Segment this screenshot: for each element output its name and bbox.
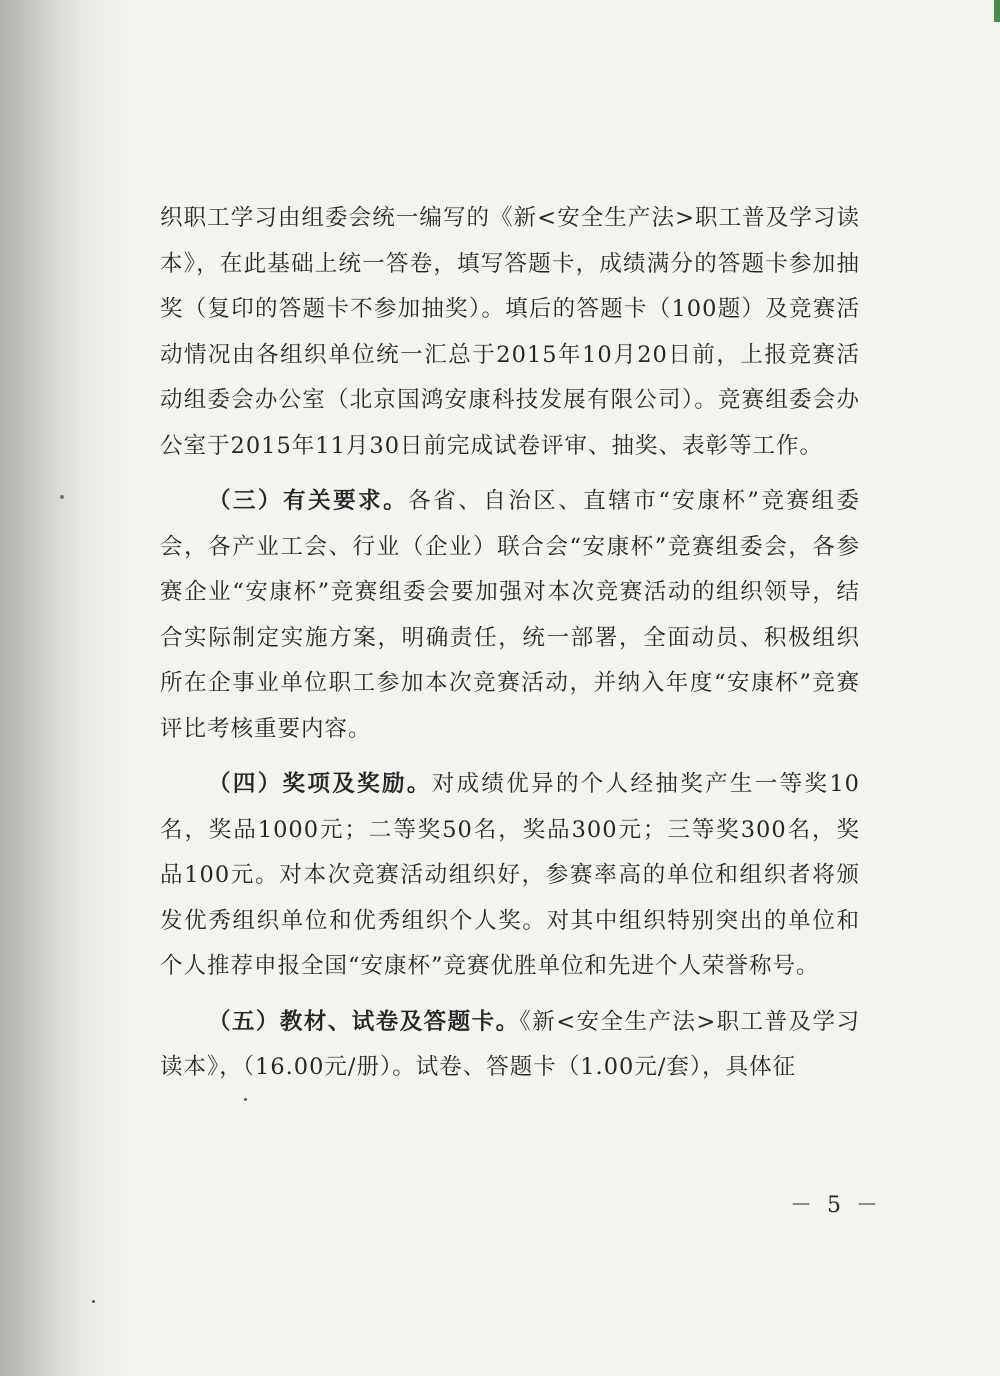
- section-body-materials: 《新<安全生产法>职工普及学习读本》，（16.00元/册）。试卷、答题卡（1.00元/套），具体征: [160, 1008, 860, 1080]
- section-heading-awards: （四）奖项及奖励。: [208, 771, 432, 797]
- paragraph-requirements: [160, 479, 860, 752]
- scan-speck: [92, 1300, 95, 1303]
- scan-speck: [244, 1098, 247, 1101]
- scan-edge-shadow: [0, 0, 150, 1376]
- section-heading-requirements: （三）有关要求。: [208, 488, 409, 514]
- section-heading-materials: （五）教材、试卷及答题卡。: [208, 1008, 520, 1035]
- paragraph-materials: [160, 1000, 860, 1091]
- paragraph-awards: [160, 762, 860, 990]
- page-number: － 5 －: [790, 1193, 882, 1218]
- paragraph-continuation: 织职工学习由组委会统一编写的《新<安全生产法>职工普及学习读本》，在此基础上统一答卷，填写答题卡，成绩满分的答题卡参加抽奖（复印的答题卡不参加抽奖）。填后的答题卡（100题）及竞赛活动情况由各组织单位统一汇总于2015年10月20日前，上报竞赛活动组委会办公室（北京国鸿安康科技发展有限公司）。竞赛组委会办公室于2015年11月30日前完成试卷评审、抽奖、表彰等工作。: [160, 205, 860, 459]
- section-body-awards: 对成绩优异的个人经抽奖产生一等奖10名，奖品1000元；二等奖50名，奖品300元；三等奖300名，奖品100元。对本次竞赛活动组织好，参赛率高的单位和组织者将颁发优秀组织单位和优秀组织个人奖。对其中组织特别突出的单位和个人推荐申报全国“安康杯”竞赛优胜单位和先进个人荣誉称号。: [160, 771, 860, 979]
- scan-speck: [60, 495, 64, 499]
- section-body-requirements: 各省、自治区、直辖市“安康杯”竞赛组委会，各产业工会、行业（企业）联合会“安康杯”竞赛组委会，各参赛企业“安康杯”竞赛组委会要加强对本次竞赛活动的组织领导，结合实际制定实施方案，明确责任，统一部署，全面动员、积极组织所在企事业单位职工参加本次竞赛活动，并纳入年度“安康杯”竞赛评比考核重要内容。: [160, 488, 860, 742]
- document-body: [160, 196, 860, 1091]
- scan-corner-mark: [994, 0, 1000, 22]
